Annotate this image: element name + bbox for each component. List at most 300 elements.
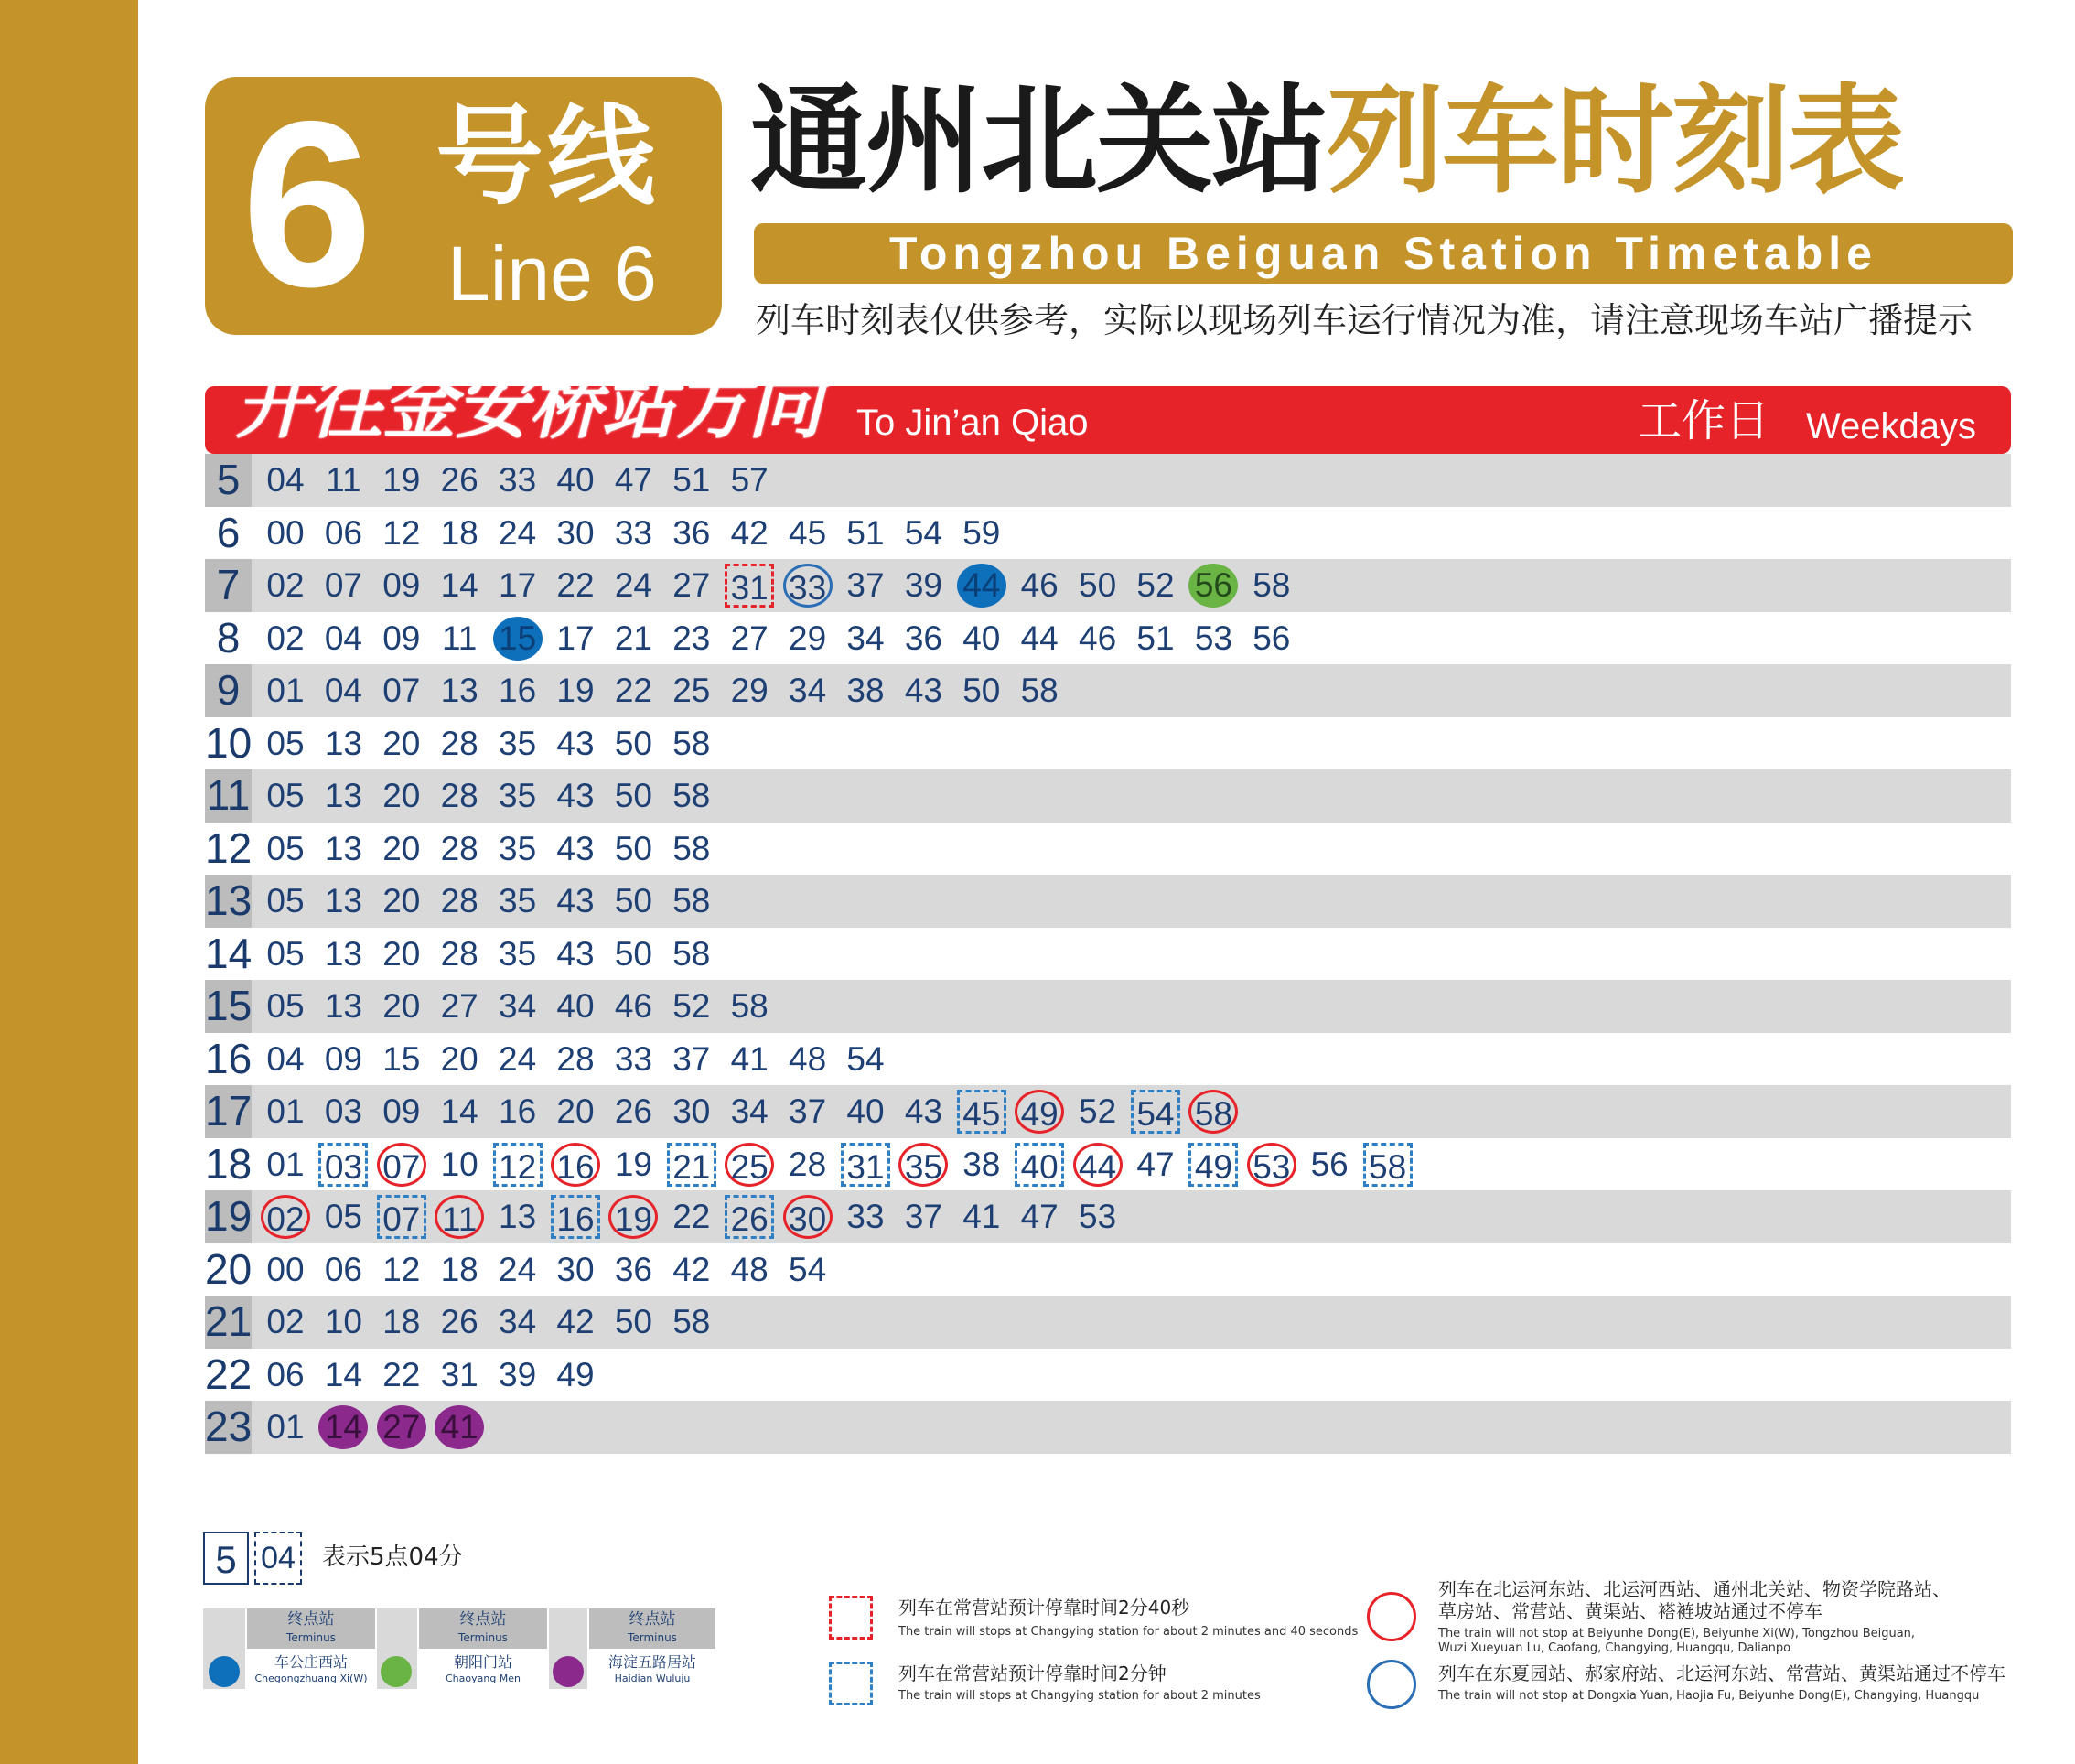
terminus-legend bbox=[203, 1608, 715, 1689]
minute: 06 bbox=[266, 1355, 305, 1393]
minute: 28 bbox=[440, 724, 478, 762]
timetable-row bbox=[205, 928, 2011, 981]
minute: 40 bbox=[962, 618, 1001, 657]
minute: 42 bbox=[556, 1303, 595, 1340]
timetable-row bbox=[205, 980, 2011, 1033]
timetable-row bbox=[205, 1033, 2011, 1086]
minute: 35 bbox=[499, 882, 537, 920]
terminus-header-en: Terminus bbox=[628, 1631, 677, 1644]
minute: 35 bbox=[499, 724, 537, 762]
minute: 43 bbox=[556, 882, 595, 920]
line-label-cn: 号线 bbox=[435, 93, 660, 220]
terminus-header-cn: 终点站 bbox=[629, 1610, 676, 1629]
minute: 05 bbox=[266, 934, 305, 973]
minute: 39 bbox=[904, 566, 942, 604]
minute: 01 bbox=[266, 1092, 305, 1130]
blue-circle-en: The train will not stop at Dongxia Yuan, Haojia Fu, Beiyunhe Dong(E), Changying, Huangqu bbox=[1438, 1689, 1980, 1703]
minute: 06 bbox=[324, 1250, 362, 1288]
minute: 43 bbox=[904, 672, 942, 709]
timetable-row bbox=[205, 1138, 2011, 1191]
line-badge bbox=[205, 71, 722, 336]
minute: 16 bbox=[499, 672, 537, 709]
minute: 43 bbox=[556, 829, 595, 867]
minute-purple-fill: 27 bbox=[377, 1405, 426, 1449]
hour-label: 8 bbox=[205, 612, 252, 665]
minute: 19 bbox=[614, 1145, 652, 1183]
minute: 28 bbox=[440, 934, 478, 973]
minute: 50 bbox=[614, 1303, 652, 1340]
minute: 34 bbox=[499, 1303, 537, 1340]
minute: 50 bbox=[962, 672, 1001, 709]
minute: 41 bbox=[962, 1198, 1001, 1235]
minute: 43 bbox=[904, 1092, 942, 1130]
red-circle-en-2: Wuzi Xueyuan Lu, Caofang, Changying, Huangqu, Dalianpo bbox=[1438, 1641, 1791, 1655]
minute: 01 bbox=[266, 672, 305, 709]
red-circle-en-1: The train will not stop at Beiyunhe Dong(E), Beiyunhe Xi(W), Tongzhou Beiguan, bbox=[1438, 1627, 1916, 1640]
minute: 26 bbox=[614, 1092, 652, 1130]
hour-label: 18 bbox=[205, 1138, 252, 1191]
minute: 51 bbox=[672, 461, 711, 499]
terminus-name-en: Haidian Wuluju bbox=[614, 1673, 691, 1684]
minute: 25 bbox=[672, 672, 711, 709]
timetable-row bbox=[205, 717, 2011, 770]
terminus-name-cn: 海淀五路居站 bbox=[607, 1653, 696, 1671]
minute: 09 bbox=[382, 566, 421, 604]
direction-cn: 开往金安桥站方向 bbox=[236, 363, 822, 448]
minute: 51 bbox=[1136, 618, 1175, 657]
terminus-chaoyangmen bbox=[419, 1649, 547, 1689]
minute: 20 bbox=[382, 724, 421, 762]
minute: 52 bbox=[1136, 566, 1175, 604]
minute: 58 bbox=[672, 934, 711, 973]
minute: 19 bbox=[556, 672, 595, 709]
minute: 29 bbox=[789, 618, 827, 657]
minute: 23 bbox=[672, 618, 711, 657]
day-type-en: Weekdays bbox=[1806, 406, 1977, 446]
minute: 47 bbox=[1020, 1198, 1059, 1235]
station-name-cn: 通州北关站 bbox=[750, 73, 1328, 210]
minute: 04 bbox=[266, 461, 305, 499]
line-label-en: Line 6 bbox=[447, 231, 657, 317]
minute: 24 bbox=[499, 513, 537, 552]
minute: 26 bbox=[440, 1303, 478, 1340]
minute: 50 bbox=[614, 724, 652, 762]
minute: 01 bbox=[266, 1145, 305, 1183]
hour-label: 14 bbox=[205, 928, 252, 981]
minute: 28 bbox=[440, 829, 478, 867]
minute: 20 bbox=[382, 777, 421, 814]
minute: 09 bbox=[382, 618, 421, 657]
hour-label: 20 bbox=[205, 1243, 252, 1296]
blue-circle-symbol bbox=[1367, 1660, 1416, 1709]
terminus-green-dot bbox=[381, 1656, 412, 1687]
timetable-row bbox=[205, 823, 2011, 876]
minute-red-circle: 19 bbox=[608, 1195, 658, 1239]
minute: 29 bbox=[730, 672, 769, 709]
minute: 48 bbox=[730, 1250, 769, 1288]
minute-red-circle: 53 bbox=[1247, 1143, 1296, 1187]
minute: 28 bbox=[789, 1145, 827, 1183]
minute: 01 bbox=[266, 1408, 305, 1446]
minute: 41 bbox=[730, 1039, 769, 1078]
minute: 42 bbox=[730, 513, 769, 552]
blue-dash-en: The train will stops at Changying station for about 2 minutes bbox=[898, 1689, 1261, 1703]
timetable-row bbox=[205, 1190, 2011, 1243]
minute: 21 bbox=[614, 618, 652, 657]
minute-blue-dash: 21 bbox=[667, 1143, 716, 1187]
minute: 50 bbox=[614, 777, 652, 814]
hour-label: 16 bbox=[205, 1033, 252, 1086]
minute-green-fill: 56 bbox=[1188, 564, 1238, 608]
notice-text: 列车时刻表仅供参考，实际以现场列车运行情况为准，请注意现场车站广播提示 bbox=[756, 300, 1973, 340]
minute: 37 bbox=[904, 1198, 942, 1235]
minute: 27 bbox=[672, 566, 711, 604]
minute: 13 bbox=[324, 829, 362, 867]
minute: 05 bbox=[266, 724, 305, 762]
minute-red-circle: 44 bbox=[1073, 1143, 1123, 1187]
minute: 38 bbox=[846, 672, 885, 709]
minute: 05 bbox=[266, 987, 305, 1025]
minute: 00 bbox=[266, 1250, 305, 1288]
terminus-purple-dot bbox=[553, 1656, 584, 1687]
minute: 53 bbox=[1194, 618, 1232, 657]
blue-dash-symbol bbox=[829, 1662, 873, 1705]
minute: 50 bbox=[614, 934, 652, 973]
minute: 50 bbox=[614, 829, 652, 867]
minute-blue-dash: 12 bbox=[493, 1143, 543, 1187]
minute-red-circle: 58 bbox=[1188, 1090, 1238, 1134]
minute-blue-fill: 44 bbox=[957, 564, 1006, 608]
timetable-row bbox=[205, 769, 2011, 823]
minute: 22 bbox=[556, 566, 595, 604]
minute: 56 bbox=[1310, 1145, 1349, 1183]
minute: 36 bbox=[672, 513, 711, 552]
minute: 28 bbox=[440, 777, 478, 814]
minute: 47 bbox=[614, 461, 652, 499]
example-text: 表示5点04分 bbox=[322, 1544, 463, 1571]
minute: 20 bbox=[440, 1039, 478, 1078]
hour-label: 11 bbox=[205, 769, 252, 823]
minute: 20 bbox=[382, 829, 421, 867]
minute-blue-dash: 40 bbox=[1015, 1143, 1064, 1187]
minute-red-dash: 31 bbox=[725, 564, 774, 608]
minute: 33 bbox=[614, 1039, 652, 1078]
minute: 58 bbox=[672, 1303, 711, 1340]
minute: 14 bbox=[440, 1092, 478, 1130]
minute: 28 bbox=[440, 882, 478, 920]
minute: 42 bbox=[672, 1250, 711, 1288]
minute: 43 bbox=[556, 934, 595, 973]
terminus-haidianwuluju bbox=[589, 1649, 715, 1689]
minute: 38 bbox=[962, 1145, 1001, 1183]
hour-label: 22 bbox=[205, 1349, 252, 1402]
minute: 51 bbox=[846, 513, 885, 552]
minute: 12 bbox=[382, 1250, 421, 1288]
minute: 03 bbox=[324, 1092, 362, 1130]
hour-label: 19 bbox=[205, 1190, 252, 1243]
minute: 49 bbox=[556, 1355, 595, 1393]
minute-red-circle: 49 bbox=[1015, 1090, 1064, 1134]
terminus-header bbox=[247, 1608, 375, 1649]
minute: 27 bbox=[440, 987, 478, 1025]
minute: 22 bbox=[614, 672, 652, 709]
minute: 28 bbox=[556, 1039, 595, 1078]
minute: 04 bbox=[324, 618, 362, 657]
minute: 13 bbox=[324, 882, 362, 920]
minute-blue-dash: 31 bbox=[841, 1143, 890, 1187]
terminus-header-cn: 终点站 bbox=[459, 1610, 507, 1629]
minute: 27 bbox=[730, 618, 769, 657]
minute: 34 bbox=[730, 1092, 769, 1130]
minute: 45 bbox=[789, 513, 827, 552]
minute: 40 bbox=[846, 1092, 885, 1130]
minute-blue-dash: 26 bbox=[725, 1195, 774, 1239]
terminus-name-cn: 车公庄西站 bbox=[274, 1653, 348, 1671]
minute: 20 bbox=[556, 1092, 595, 1130]
timetable-label-cn: 列车时刻表 bbox=[1327, 73, 1904, 210]
minute: 35 bbox=[499, 829, 537, 867]
hour-label: 6 bbox=[205, 507, 252, 560]
minute: 58 bbox=[672, 829, 711, 867]
minute: 13 bbox=[324, 934, 362, 973]
minute: 07 bbox=[382, 672, 421, 709]
minute: 31 bbox=[440, 1355, 478, 1393]
minute: 53 bbox=[1079, 1198, 1117, 1235]
minute: 17 bbox=[499, 566, 537, 604]
minute-red-circle: 30 bbox=[783, 1195, 833, 1239]
terminus-header-en: Terminus bbox=[458, 1631, 508, 1644]
minute: 13 bbox=[324, 777, 362, 814]
minute: 05 bbox=[266, 829, 305, 867]
red-circle-cn-2: 草房站、常营站、黄渠站、褡裢坡站通过不停车 bbox=[1438, 1600, 1822, 1622]
minute: 37 bbox=[846, 566, 885, 604]
minute-blue-dash: 45 bbox=[957, 1090, 1006, 1134]
minute: 17 bbox=[556, 618, 595, 657]
minute: 13 bbox=[324, 987, 362, 1025]
minute-red-circle: 25 bbox=[725, 1143, 774, 1187]
minute: 07 bbox=[324, 566, 362, 604]
minute: 11 bbox=[441, 618, 478, 657]
timetable-row bbox=[205, 612, 2011, 665]
minute: 59 bbox=[962, 513, 1001, 552]
minute: 13 bbox=[440, 672, 478, 709]
terminus-header bbox=[589, 1608, 715, 1649]
minute: 19 bbox=[382, 461, 421, 499]
terminus-chegongzhuang bbox=[247, 1649, 375, 1689]
minute: 54 bbox=[789, 1250, 827, 1288]
minute: 14 bbox=[440, 566, 478, 604]
blue-dash-cn: 列车在常营站预计停靠时间2分钟 bbox=[898, 1662, 1167, 1684]
minute: 58 bbox=[1253, 566, 1291, 604]
hour-label: 10 bbox=[205, 717, 252, 770]
minute: 30 bbox=[556, 513, 595, 552]
red-circle-symbol bbox=[1367, 1592, 1416, 1641]
minute: 30 bbox=[556, 1250, 595, 1288]
red-dash-symbol bbox=[829, 1596, 873, 1640]
minute: 20 bbox=[382, 987, 421, 1025]
minute: 00 bbox=[266, 513, 305, 552]
minute-blue-dash: 07 bbox=[377, 1195, 426, 1239]
minute: 20 bbox=[382, 934, 421, 973]
terminus-name-en: Chegongzhuang Xi(W) bbox=[254, 1673, 368, 1684]
minute: 13 bbox=[324, 724, 362, 762]
minute: 52 bbox=[672, 987, 711, 1025]
minute: 35 bbox=[499, 934, 537, 973]
minute: 02 bbox=[266, 1303, 305, 1340]
red-dash-cn: 列车在常营站预计停靠时间2分40秒 bbox=[898, 1597, 1190, 1619]
minute: 39 bbox=[499, 1355, 537, 1393]
minute: 58 bbox=[672, 777, 711, 814]
minute: 12 bbox=[382, 513, 421, 552]
minute-red-circle: 16 bbox=[551, 1143, 600, 1187]
minute: 35 bbox=[499, 777, 537, 814]
minute: 48 bbox=[789, 1039, 827, 1078]
minute: 40 bbox=[556, 461, 595, 499]
hour-label: 15 bbox=[205, 980, 252, 1033]
minute: 46 bbox=[1020, 566, 1059, 604]
minute: 11 bbox=[326, 461, 361, 499]
minute: 20 bbox=[382, 882, 421, 920]
minute-purple-fill: 14 bbox=[318, 1405, 368, 1449]
minute: 04 bbox=[324, 672, 362, 709]
minute: 34 bbox=[789, 672, 827, 709]
timetable-row bbox=[205, 454, 2011, 507]
minute: 04 bbox=[266, 1039, 305, 1078]
terminus-blue-dot bbox=[209, 1656, 240, 1687]
minute: 46 bbox=[1079, 618, 1117, 657]
minute: 05 bbox=[324, 1198, 362, 1235]
minute: 24 bbox=[499, 1039, 537, 1078]
minute: 22 bbox=[672, 1198, 711, 1235]
minute: 13 bbox=[499, 1198, 537, 1235]
minute: 56 bbox=[1253, 618, 1291, 657]
minute: 15 bbox=[382, 1039, 421, 1078]
minute: 58 bbox=[672, 882, 711, 920]
direction-bar bbox=[205, 363, 2011, 454]
timetable-row bbox=[205, 1349, 2011, 1402]
hour-label: 17 bbox=[205, 1085, 252, 1138]
hour-label: 21 bbox=[205, 1296, 252, 1349]
terminus-name-cn: 朝阳门站 bbox=[453, 1653, 512, 1671]
minute: 09 bbox=[324, 1039, 362, 1078]
minute: 54 bbox=[846, 1039, 885, 1078]
minute: 47 bbox=[1136, 1145, 1175, 1183]
minute: 34 bbox=[499, 987, 537, 1025]
hour-label: 9 bbox=[205, 664, 252, 717]
minute: 50 bbox=[614, 882, 652, 920]
minute: 52 bbox=[1079, 1092, 1117, 1130]
minute-blue-dash: 58 bbox=[1363, 1143, 1413, 1187]
timetable-row bbox=[205, 1243, 2011, 1296]
red-dash-en: The train will stops at Changying station for about 2 minutes and 40 seconds bbox=[898, 1625, 1359, 1639]
hour-label: 7 bbox=[205, 559, 252, 612]
minute: 02 bbox=[266, 618, 305, 657]
minute: 50 bbox=[1079, 566, 1117, 604]
timetable-row bbox=[205, 1085, 2011, 1138]
terminus-name-en: Chaoyang Men bbox=[445, 1673, 521, 1684]
red-circle-cn-1: 列车在北运河东站、北运河西站、通州北关站、物资学院路站、 bbox=[1438, 1578, 1951, 1600]
page-title bbox=[750, 73, 1903, 210]
terminus-header-cn: 终点站 bbox=[287, 1610, 335, 1629]
minute: 26 bbox=[440, 461, 478, 499]
minute: 09 bbox=[382, 1092, 421, 1130]
minute-red-circle: 07 bbox=[377, 1143, 426, 1187]
line-number: 6 bbox=[242, 71, 373, 336]
timetable-row bbox=[205, 1296, 2011, 1349]
minute-blue-dash: 16 bbox=[551, 1195, 600, 1239]
minute: 58 bbox=[730, 987, 769, 1025]
minute: 05 bbox=[266, 777, 305, 814]
timetable-row bbox=[205, 559, 2011, 612]
minute-blue-dash: 54 bbox=[1131, 1090, 1180, 1134]
minute-blue-circle: 33 bbox=[783, 564, 833, 608]
minute: 58 bbox=[672, 724, 711, 762]
minute: 10 bbox=[440, 1145, 478, 1183]
terminus-header-en: Terminus bbox=[286, 1631, 336, 1644]
minute: 14 bbox=[324, 1355, 362, 1393]
minute: 36 bbox=[614, 1250, 652, 1288]
minute: 58 bbox=[1020, 672, 1059, 709]
minute: 22 bbox=[382, 1355, 421, 1393]
timetable-row bbox=[205, 507, 2011, 560]
hour-label: 5 bbox=[205, 454, 252, 507]
hour-label: 13 bbox=[205, 875, 252, 928]
minute: 57 bbox=[730, 461, 769, 499]
day-type-cn: 工作日 bbox=[1638, 395, 1770, 446]
minute: 54 bbox=[904, 513, 942, 552]
minute-blue-dash: 49 bbox=[1188, 1143, 1238, 1187]
direction-en: To Jin’an Qiao bbox=[856, 403, 1089, 443]
example-minute: 04 bbox=[254, 1532, 302, 1585]
example-hour: 5 bbox=[203, 1532, 249, 1585]
minute: 37 bbox=[789, 1092, 827, 1130]
minute-red-circle: 35 bbox=[898, 1143, 948, 1187]
minute: 36 bbox=[904, 618, 942, 657]
minute: 10 bbox=[324, 1303, 362, 1340]
minute: 33 bbox=[846, 1198, 885, 1235]
minute-blue-fill: 15 bbox=[493, 617, 543, 661]
minute: 02 bbox=[266, 566, 305, 604]
minute: 40 bbox=[556, 987, 595, 1025]
minute: 43 bbox=[556, 777, 595, 814]
minute: 43 bbox=[556, 724, 595, 762]
minute: 46 bbox=[614, 987, 652, 1025]
minute: 33 bbox=[614, 513, 652, 552]
minute-red-circle: 11 bbox=[435, 1195, 484, 1239]
timetable-row bbox=[205, 1401, 2011, 1454]
minute: 06 bbox=[324, 513, 362, 552]
minute: 37 bbox=[672, 1039, 711, 1078]
minute: 34 bbox=[846, 618, 885, 657]
minute: 30 bbox=[672, 1092, 711, 1130]
minute: 18 bbox=[382, 1303, 421, 1340]
minute: 16 bbox=[499, 1092, 537, 1130]
minute: 44 bbox=[1020, 618, 1059, 657]
minute: 05 bbox=[266, 882, 305, 920]
terminus-header bbox=[419, 1608, 547, 1649]
minute: 18 bbox=[440, 513, 478, 552]
minute: 18 bbox=[440, 1250, 478, 1288]
minute: 24 bbox=[499, 1250, 537, 1288]
hour-label: 23 bbox=[205, 1401, 252, 1454]
minute: 33 bbox=[499, 461, 537, 499]
hour-label: 12 bbox=[205, 823, 252, 876]
minute-blue-dash: 03 bbox=[318, 1143, 368, 1187]
timetable-row bbox=[205, 664, 2011, 717]
timetable-row bbox=[205, 875, 2011, 928]
timetable-grid bbox=[205, 454, 2011, 1454]
left-gold-bar bbox=[0, 0, 138, 1764]
